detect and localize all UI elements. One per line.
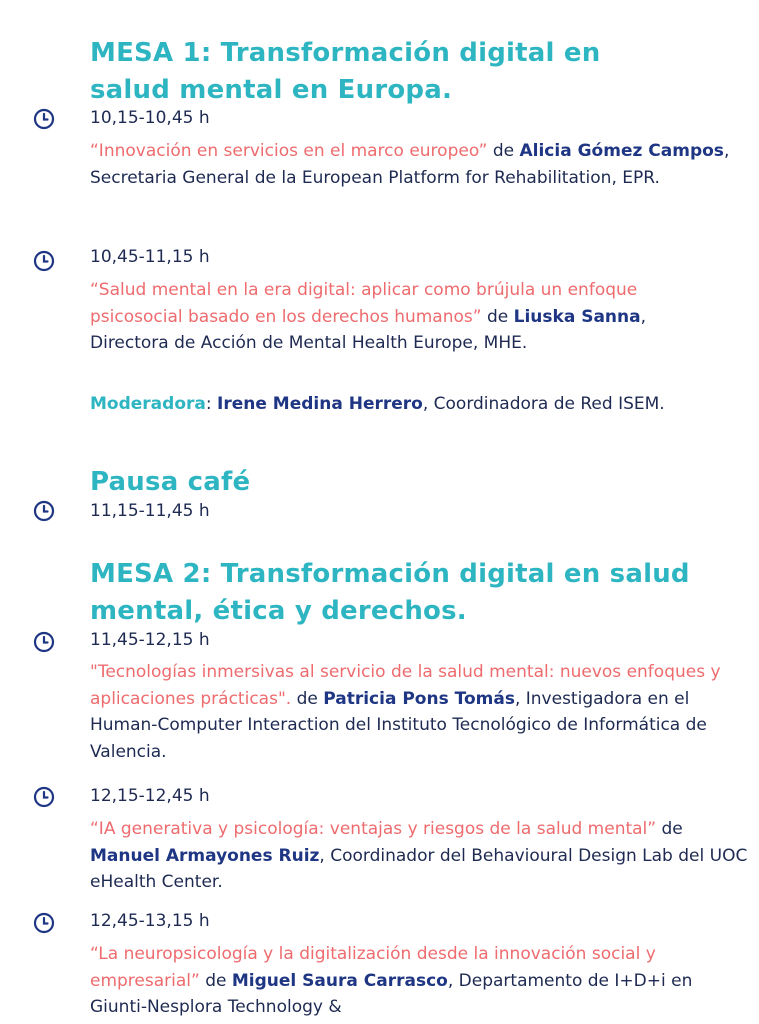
talk-description bbox=[90, 816, 750, 896]
mesa1-title-line2: salud mental en Europa. bbox=[90, 75, 453, 105]
talk-title: “IA generativa y psicología: ventajas y riesgos de la salud mental” bbox=[90, 819, 657, 839]
connector: de bbox=[481, 306, 514, 327]
talk-description bbox=[90, 277, 680, 357]
speaker-role: , Directora de Acción de Mental Health Europe, MHE. bbox=[90, 306, 647, 353]
connector: de bbox=[487, 141, 520, 161]
speaker-name: Alicia Gómez Campos bbox=[519, 141, 724, 161]
speaker-role: , Secretaria General de la European Platform for Rehabilitation, EPR. bbox=[90, 141, 730, 188]
connector: de bbox=[656, 819, 683, 839]
talk-description bbox=[90, 659, 750, 765]
mesa1-title-line1: MESA 1: Transformación digital en bbox=[90, 38, 601, 68]
talk-time: 11,45-12,15 h bbox=[90, 630, 210, 650]
moderator-line bbox=[90, 391, 690, 418]
clock-icon bbox=[33, 108, 55, 130]
clock-icon bbox=[33, 631, 55, 653]
clock-icon bbox=[33, 500, 55, 522]
speaker-role: , Investigadora en el Human-Computer Interaction del Instituto Tecnológico de Informática de Valencia. bbox=[90, 688, 707, 762]
moderator-name: Irene Medina Herrero bbox=[217, 394, 423, 414]
talk-title: “Innovación en servicios en el marco europeo” bbox=[90, 141, 488, 161]
clock-icon bbox=[33, 786, 55, 808]
moderator-label: Moderadora bbox=[90, 394, 206, 414]
clock-icon bbox=[33, 912, 55, 934]
talk-time: 10,15-10,45 h bbox=[90, 108, 210, 128]
clock-icon bbox=[33, 250, 55, 272]
talk-time: 10,45-11,15 h bbox=[90, 247, 210, 267]
speaker-role: , Departamento de I+D+i en Giunti-Nesplora Technology & bbox=[90, 970, 693, 1017]
break-title: Pausa café bbox=[90, 467, 251, 497]
moderator-role: , Coordinadora de Red ISEM. bbox=[422, 394, 665, 414]
moderator-colon: : bbox=[205, 394, 217, 414]
connector: de bbox=[291, 688, 324, 709]
speaker-name: Liuska Sanna bbox=[513, 306, 641, 327]
talk-description bbox=[90, 138, 750, 191]
mesa2-title-line2: mental, ética y derechos. bbox=[90, 596, 467, 626]
talk-title: “Salud mental en la era digital: aplicar como brújula un enfoque psicosocial basado en los derechos humanos” bbox=[90, 280, 638, 327]
speaker-role: , Coordinador del Behavioural Design Lab del UOC eHealth Center. bbox=[90, 845, 748, 892]
speaker-name: Miguel Saura Carrasco bbox=[231, 970, 448, 991]
break-time: 11,15-11,45 h bbox=[90, 501, 210, 521]
talk-time: 12,45-13,15 h bbox=[90, 911, 210, 931]
speaker-name: Patricia Pons Tomás bbox=[323, 688, 515, 709]
connector: de bbox=[199, 970, 232, 991]
talk-time: 12,15-12,45 h bbox=[90, 786, 210, 806]
talk-description bbox=[90, 941, 750, 1021]
mesa2-title-line1: MESA 2: Transformación digital en salud bbox=[90, 559, 690, 589]
talk-title: "Tecnologías inmersivas al servicio de la salud mental: nuevos enfoques y aplicaciones prácticas". bbox=[90, 662, 721, 709]
talk-title: “La neuropsicología y la digitalización desde la innovación social y empresarial” bbox=[90, 944, 656, 991]
speaker-name: Manuel Armayones Ruiz bbox=[90, 845, 320, 866]
